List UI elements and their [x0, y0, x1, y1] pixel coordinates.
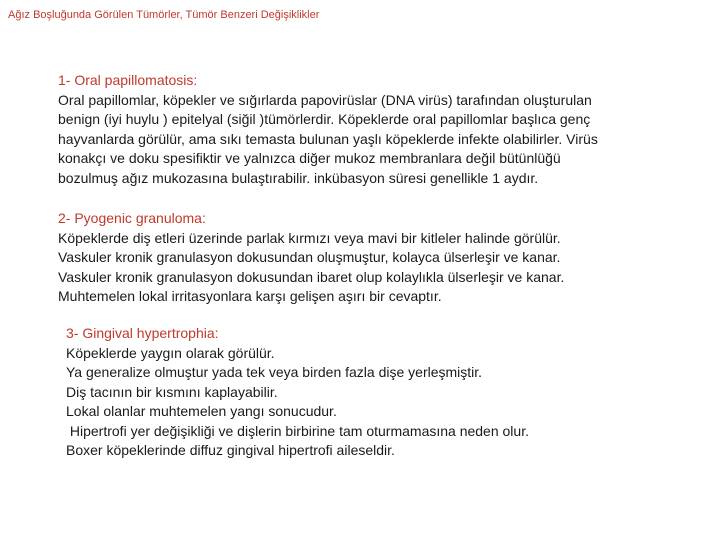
section-heading: 1- Oral papillomatosis: — [58, 72, 198, 88]
paragraph-line: konakçı ve doku spesifiktir ve yalnızca diğer mukoz membranlara değil bütünlüğü — [58, 150, 561, 166]
section-heading: 3- Gingival hypertrophia: — [66, 325, 219, 341]
paragraph-line: Oral papillomlar, köpekler ve sığırlarda papovirüslar (DNA virüs) tarafından oluşturulan — [58, 91, 592, 108]
paragraph-line: Boxer köpeklerinde diffuz gingival hipertrofi aileseldir. — [66, 442, 395, 458]
paragraph-line: Muhtemelen lokal irritasyonlara karşı gelişen aşırı bir cevaptır. — [58, 288, 442, 304]
section-gingival-hypertrophia — [66, 324, 529, 461]
paragraph-line: Vaskuler kronik granulasyon dokusundan oluşmuştur, kolayca ülserleşir ve kanar. — [58, 249, 561, 265]
slide-title: Ağız Boşluğunda Görülen Tümörler, Tümör Benzeri Değişiklikler — [8, 9, 320, 21]
paragraph-line: Diş tacının bir kısmını kaplayabilir. — [66, 383, 278, 400]
paragraph-line: Köpeklerde yaygın olarak görülür. — [66, 344, 275, 361]
section-pyogenic-granuloma — [58, 209, 564, 307]
paragraph-line: Köpeklerde diş etleri üzerinde parlak kırmızı veya mavi bir kitleler halinde görülür. — [58, 229, 561, 246]
section-oral-papillomatosis — [58, 71, 598, 188]
paragraph-line: Hipertrofi yer değişikliği ve dişlerin birbirine tam oturmamasına neden olur. — [66, 422, 529, 439]
paragraph-line: Vaskuler kronik granulasyon dokusundan ibaret olup kolaylıkla ülserleşir ve kanar. — [58, 268, 565, 285]
paragraph-line: hayvanlarda görülür, ama sıkı temasta bulunan yaşlı köpeklerde infekte olabilirler. Virüs — [58, 130, 598, 147]
section-heading: 2- Pyogenic granuloma: — [58, 210, 206, 226]
paragraph-line: Ya generalize olmuştur yada tek veya birden fazla dişe yerleşmiştir. — [66, 364, 483, 380]
paragraph-line: benign (iyi huylu ) epitelyal (siğil )tümörlerdir. Köpeklerde oral papillomlar başlıca genç — [58, 111, 591, 127]
paragraph-line: bozulmuş ağız mukozasına bulaştırabilir. inkübasyon süresi genellikle 1 aydır. — [58, 169, 539, 186]
paragraph-line: Lokal olanlar muhtemelen yangı sonucudur. — [66, 403, 337, 419]
